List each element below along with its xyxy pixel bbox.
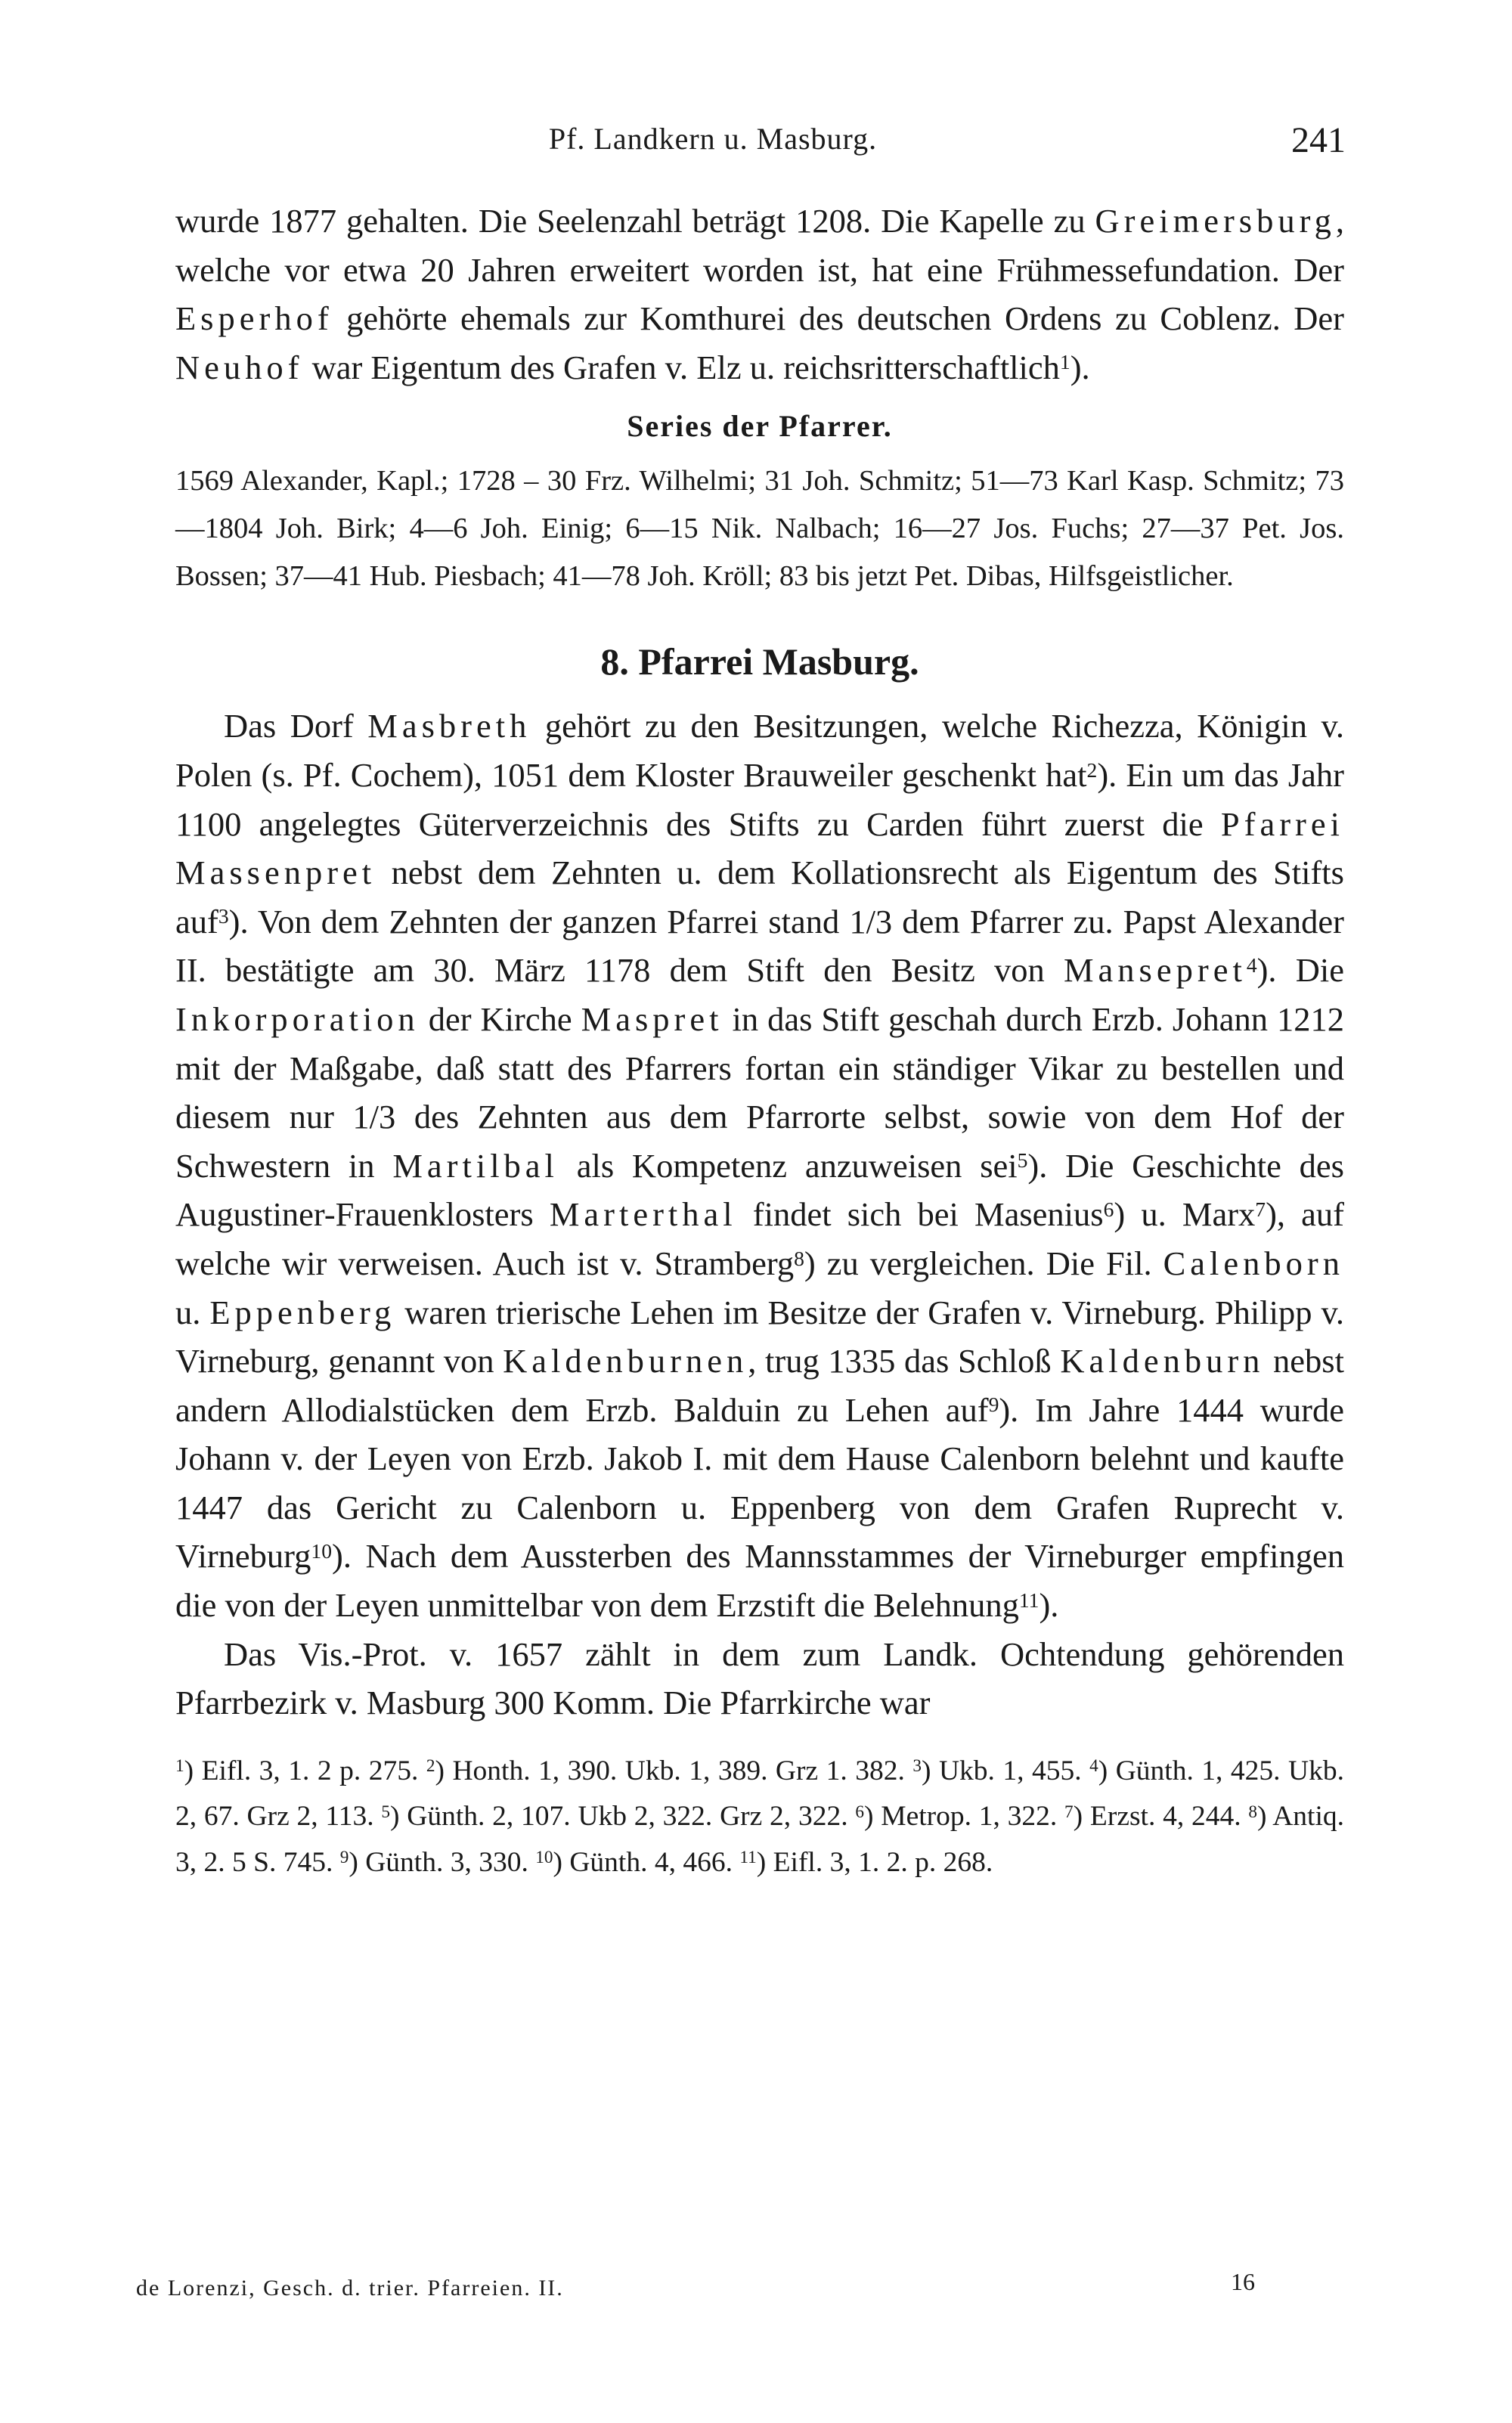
- series-heading: Series der Pfarrer.: [627, 409, 893, 444]
- intro-paragraph: wurde 1877 gehalten. Die Seelenzahl beträgt 1208. Die Kapelle zu Greimersburg, welche vor etwa 20 Jahren erweitert worden ist, hat eine Frühmessefundation. Der Esperhof gehörte ehemals zur Komthurei des deutschen Ordens zu Coblenz. Der Neuhof war Eigentum des Grafen v. Elz u. reichsritterschaftlich$^1$).: [175, 202, 1344, 386]
- running-head: Pf. Landkern u. Masburg.: [548, 122, 878, 156]
- page-header: [0, 113, 1512, 174]
- page-body: [175, 197, 1344, 1885]
- series-list: 1569 Alexander, Kapl.; 1728 – 30 Frz. Wilhelmi; 31 Joh. Schmitz; 51—73 Karl Kasp. Schmitz; 73—1804 Joh. Birk; 4—6 Joh. Einig; 6—15 Nik. Nalbach; 16—27 Jos. Fuchs; 27—37 Pet. Jos. Bossen; 37—41 Hub. Piesbach; 41—78 Joh. Kröll; 83 bis jetzt Pet. Dibas, Hilfsgeistlicher.: [175, 465, 1344, 593]
- body-paragraph-1: Das Dorf Masbreth gehört zu den Besitzungen, welche Richezza, Königin v. Polen (s. Pf. Cochem), 1051 dem Kloster Brauweiler geschenkt hat$^2$). Ein um das Jahr 1100 angelegtes Güterverzeichnis des Stifts zu Carden führt zuerst die Pfarrei Massenpret nebst dem Zehnten u. dem Kollationsrecht als Eigentum des Stifts auf$^3$). Von dem Zehnten der ganzen Pfarrei stand 1/3 dem Pfarrer zu. Papst Alexander II. bestätigte am 30. März 1178 dem Stift den Besitz von Mansepret$^4$). Die Inkorporation der Kirche Maspret in das Stift geschah durch Erzb. Johann 1212 mit der Maßgabe, daß statt des Pfarrers fortan ein ständiger Vikar zu bestellen und diesem nur 1/3 des Zehnten aus dem Pfarrorte selbst, sowie von dem Hof der Schwestern in Martilbal als Kompetenz anzuweisen sei$^5$). Die Geschichte des Augustiner-Frauenklosters Marterthal findet sich bei Masenius$^6$) u. Marx$^7$), auf welche wir verweisen. Auch ist v. Stramberg$^8$) zu vergleichen. Die Fil. Calenborn u. Eppenberg waren trierische Lehen im Besitze der Grafen v. Virneburg. Philipp v. Virneburg, genannt von Kaldenburnen, trug 1335 das Schloß Kaldenburn nebst andern Allodialstücken dem Erzb. Balduin zu Lehen auf$^9$). Im Jahre 1444 wurde Johann v. der Leyen von Erzb. Jakob I. mit dem Hause Calenborn belehnt und kaufte 1447 das Gericht zu Calenborn u. Eppenberg von dem Grafen Ruprecht v. Virneburg$^{10}$). Nach dem Aussterben des Mannsstammes der Virneburger empfingen die von der Leyen unmittelbar von dem Erzstift die Belehnung$^{11}$).: [175, 707, 1344, 1625]
- footnotes: $^1$) Eifl. 3, 1. 2 p. 275. $^2$) Honth. 1, 390. Ukb. 1, 389. Grz 1. 382. $^3$) Ukb. 1, 455. $^4$) Günth. 1, 425. Ukb. 2, 67. Grz 2, 113. $^5$) Günth. 2, 107. Ukb 2, 322. Grz 2, 322. $^6$) Metrop. 1, 322. $^7$) Erzst. 4, 244. $^8$) Antiq. 3, 2. 5 S. 745. $^9$) Günth. 3, 330. $^{10}$) Günth. 4, 466. $^{11}$) Eifl. 3, 1. 2. p. 268.: [175, 1755, 1345, 1878]
- chapter-heading: 8. Pfarrei Masburg.: [600, 640, 919, 683]
- printer-signature: de Lorenzi, Gesch. d. trier. Pfarreien. II.: [136, 2276, 564, 2301]
- sheet-mark: 16: [1231, 2268, 1255, 2295]
- page-number: 241: [1291, 120, 1346, 160]
- body-paragraph-2: Das Vis.-Prot. v. 1657 zählt in dem zum Landk. Ochtendung gehörenden Pfarrbezirk v. Masburg 300 Komm. Die Pfarrkirche war: [175, 1634, 1344, 1722]
